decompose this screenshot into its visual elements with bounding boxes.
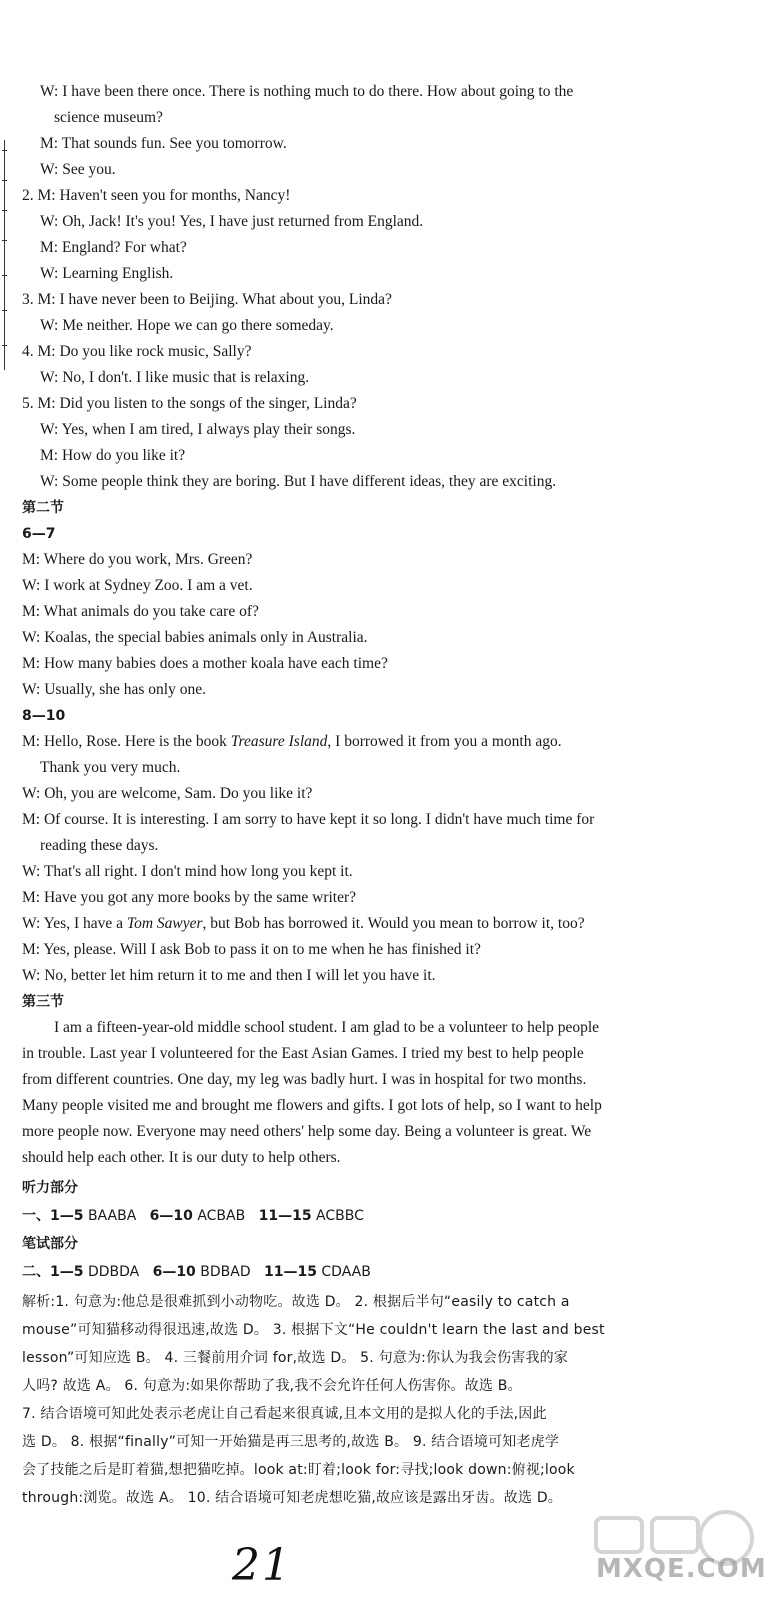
- binding-tick: [2, 180, 7, 181]
- dialogue-line: W: Oh, Jack! It's you! Yes, I have just returned from England.: [40, 213, 424, 230]
- dialogue-line: [22, 732, 712, 752]
- listening-answers: [22, 1206, 712, 1226]
- passage-line: more people now. Everyone may need others' help some day. Being a volunteer is great. We: [22, 1123, 592, 1140]
- dialogue-line: 4. M: Do you like rock music, Sally?: [22, 343, 252, 360]
- line-text: , I borrowed it from you a month ago.: [327, 733, 562, 750]
- dialogue-line: M: Have you got any more books by the same writer?: [22, 889, 357, 906]
- listening-heading: 听力部分: [22, 1180, 78, 1196]
- dialogue-line: W: Me neither. Hope we can go there someday.: [40, 317, 334, 334]
- analysis-line: mouse”可知猫移动得很迅速,故选 D。 3. 根据下文“He couldn't learn the last and best: [22, 1322, 605, 1338]
- answer-range: 6—10: [152, 1264, 196, 1280]
- dialogue-line: W: Usually, she has only one.: [22, 681, 206, 698]
- dialogue-line: M: How many babies does a mother koala have each time?: [22, 655, 388, 672]
- dialogue-line: W: Yes, when I am tired, I always play their songs.: [40, 421, 356, 438]
- book-title: Treasure Island: [230, 733, 328, 750]
- answer-values: CDAAB: [321, 1264, 371, 1280]
- dialogue-line: W: I work at Sydney Zoo. I am a vet.: [22, 577, 253, 594]
- dialogue-line: W: Learning English.: [40, 265, 174, 282]
- answer-values: ACBAB: [197, 1208, 246, 1224]
- binding-tick: [2, 210, 7, 211]
- dialogue-line: W: Some people think they are boring. But I have different ideas, they are exciting.: [40, 473, 557, 490]
- dialogue-line: reading these days.: [40, 837, 159, 854]
- dialogue-line: W: See you.: [40, 161, 116, 178]
- dialogue-line: W: Koalas, the special babies animals only in Australia.: [22, 629, 368, 646]
- analysis-line: lesson”可知应选 B。 4. 三餐前用介词 for,故选 D。 5. 句意为:你认为我会伤害我的家: [22, 1350, 569, 1366]
- passage-line: I am a fifteen-year-old middle school student. I am glad to be a volunteer to help people: [54, 1019, 600, 1036]
- binding-tick: [2, 275, 7, 276]
- answer-values: DDBDA: [87, 1264, 140, 1280]
- analysis-line: through:浏览。故选 A。 10. 结合语境可知老虎想吃猫,故应该是露出牙齿。故选 D。: [22, 1490, 562, 1506]
- binding-tick: [2, 345, 7, 346]
- dialogue-line: Thank you very much.: [40, 759, 181, 776]
- written-heading: 笔试部分: [22, 1236, 78, 1252]
- dialogue-line: M: Yes, please. Will I ask Bob to pass it on to me when he has finished it?: [22, 941, 481, 958]
- dialogue-line: M: What animals do you take care of?: [22, 603, 259, 620]
- group-heading: 6—7: [22, 526, 56, 542]
- group-heading: 8—10: [22, 708, 66, 724]
- line-text: , but Bob has borrowed it. Would you mean to borrow it, too?: [202, 915, 585, 932]
- answer-range: 一、1—5: [22, 1208, 84, 1224]
- line-text: M: Hello, Rose. Here is the book: [22, 733, 231, 750]
- answer-range: 11—15: [263, 1264, 317, 1280]
- section-heading: 第二节: [22, 500, 64, 516]
- passage-line: Many people visited me and brought me flowers and gifts. I got lots of help, so I want to help: [22, 1097, 602, 1114]
- dialogue-line: M: Of course. It is interesting. I am sorry to have kept it so long. I didn't have much time for: [22, 811, 595, 828]
- line-text: W: Yes, I have a: [22, 915, 127, 932]
- dialogue-line: W: No, better let him return it to me and then I will let you have it.: [22, 967, 436, 984]
- answer-range: 11—15: [258, 1208, 312, 1224]
- binding-tick: [2, 310, 7, 311]
- answer-range: 二、1—5: [22, 1264, 84, 1280]
- answer-values: BAABA: [87, 1208, 137, 1224]
- dialogue-line: W: Oh, you are welcome, Sam. Do you like it?: [22, 785, 313, 802]
- analysis-line: 会了技能之后是盯着猫,想把猫吃掉。look at:盯着;look for:寻找;look down:俯视;look: [22, 1462, 575, 1478]
- binding-line: [4, 140, 5, 370]
- binding-tick: [2, 150, 7, 151]
- passage-line: from different countries. One day, my leg was badly hurt. I was in hospital for two months.: [22, 1071, 587, 1088]
- dialogue-line: M: Where do you work, Mrs. Green?: [22, 551, 253, 568]
- dialogue-line: M: That sounds fun. See you tomorrow.: [40, 135, 287, 152]
- section-heading: 第三节: [22, 994, 64, 1010]
- binding-tick: [2, 240, 7, 241]
- passage-line: in trouble. Last year I volunteered for the East Asian Games. I tried my best to help people: [22, 1045, 584, 1062]
- book-title: Tom Sawyer: [126, 915, 203, 932]
- dialogue-line: 2. M: Haven't seen you for months, Nancy!: [22, 187, 291, 204]
- dialogue-line: 5. M: Did you listen to the songs of the singer, Linda?: [22, 395, 357, 412]
- analysis-line: 解析:1. 句意为:他总是很难抓到小动物吃。故选 D。 2. 根据后半句“easily to catch a: [22, 1294, 570, 1310]
- analysis-line: 人吗? 故选 A。 6. 句意为:如果你帮助了我,我不会允许任何人伤害你。故选 B。: [22, 1378, 522, 1394]
- analysis-line: 选 D。 8. 根据“finally”可知一开始猫是再三思考的,故选 B。 9. 结合语境可知老虎学: [22, 1434, 560, 1450]
- dialogue-line: 3. M: I have never been to Beijing. What about you, Linda?: [22, 291, 392, 308]
- dialogue-line: W: I have been there once. There is nothing much to do there. How about going to the: [40, 83, 574, 100]
- answer-range: 6—10: [149, 1208, 193, 1224]
- written-answers: [22, 1262, 712, 1282]
- dialogue-line: W: No, I don't. I like music that is relaxing.: [40, 369, 310, 386]
- analysis-line: 7. 结合语境可知此处表示老虎让自己看起来很真诚,且本文用的是拟人化的手法,因此: [22, 1406, 547, 1422]
- dialogue-line: [22, 914, 712, 934]
- answer-values: ACBBC: [316, 1208, 364, 1224]
- watermark-text: MXQE.COM: [596, 1554, 767, 1584]
- dialogue-line: M: England? For what?: [40, 239, 187, 256]
- dialogue-line: M: How do you like it?: [40, 447, 186, 464]
- dialogue-line: W: That's all right. I don't mind how long you kept it.: [22, 863, 353, 880]
- dialogue-line: science museum?: [54, 109, 163, 126]
- answer-values: BDBAD: [200, 1264, 251, 1280]
- passage-line: should help each other. It is our duty to help others.: [22, 1149, 341, 1166]
- handwritten-page-number: 21: [232, 1540, 292, 1591]
